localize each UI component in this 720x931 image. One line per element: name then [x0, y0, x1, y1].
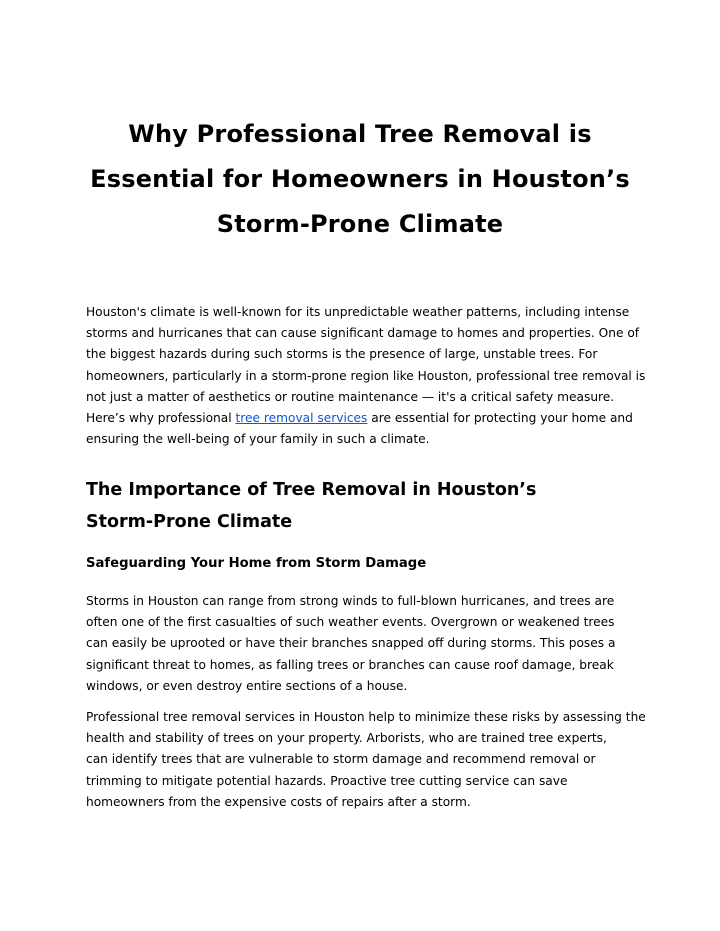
section-heading — [86, 474, 646, 538]
text-line: windows, or even destroy entire sections of a house. — [86, 678, 408, 693]
heading-line: The Importance of Tree Removal in Houston’s — [86, 480, 537, 500]
tree-removal-services-link[interactable]: tree removal services — [235, 411, 368, 426]
text-line: Professional tree removal services in Houston help to minimize these risks by assessing the — [86, 710, 646, 724]
text-line: homeowners from the expensive costs of repairs after a storm. — [86, 794, 471, 809]
section-subheading: Safeguarding Your Home from Storm Damage — [86, 556, 427, 571]
text-line: often one of the first casualties of such weather events. Overgrown or weakened trees — [86, 615, 615, 630]
title-line: Essential for Homeowners in Houston’s — [90, 165, 630, 193]
intro-paragraph — [86, 302, 646, 450]
text-line: not just a matter of aesthetics or routine maintenance — it's a critical safety measure. — [86, 389, 615, 404]
title-line: Storm-Prone Climate — [216, 210, 504, 238]
text-line: trimming to mitigate potential hazards. Proactive tree cutting service can save — [86, 773, 568, 788]
text-line: significant threat to homes, as falling trees or branches can cause roof damage, break — [86, 657, 614, 672]
text-line: can identify trees that are vulnerable to storm damage and recommend removal or — [86, 752, 596, 767]
title-line: Why Professional Tree Removal is — [128, 120, 592, 148]
professional-services-paragraph — [86, 707, 646, 813]
text-line: storms and hurricanes that can cause significant damage to homes and properties. One of — [86, 326, 640, 341]
text-line: ensuring the well-being of your family in such a climate. — [86, 432, 430, 447]
text-segment: are essential for protecting your home and — [367, 411, 633, 426]
text-line: Storms in Houston can range from strong winds to full-blown hurricanes, and trees are — [86, 594, 615, 608]
text-line: the biggest hazards during such storms is the presence of large, unstable trees. For — [86, 347, 598, 362]
text-line: Houston's climate is well-known for its unpredictable weather patterns, including intense — [86, 305, 630, 319]
page-title — [60, 112, 660, 247]
text-line: can easily be uprooted or have their branches snapped off during storms. This poses a — [86, 636, 616, 651]
text-line: health and stability of trees on your property. Arborists, who are trained tree experts, — [86, 731, 607, 746]
storm-damage-paragraph — [86, 591, 646, 697]
text-segment: Here’s why professional — [86, 411, 236, 426]
text-line: homeowners, particularly in a storm-prone region like Houston, professional tree removal is — [86, 368, 646, 383]
heading-line: Storm-Prone Climate — [86, 512, 293, 532]
text-line — [86, 408, 646, 429]
